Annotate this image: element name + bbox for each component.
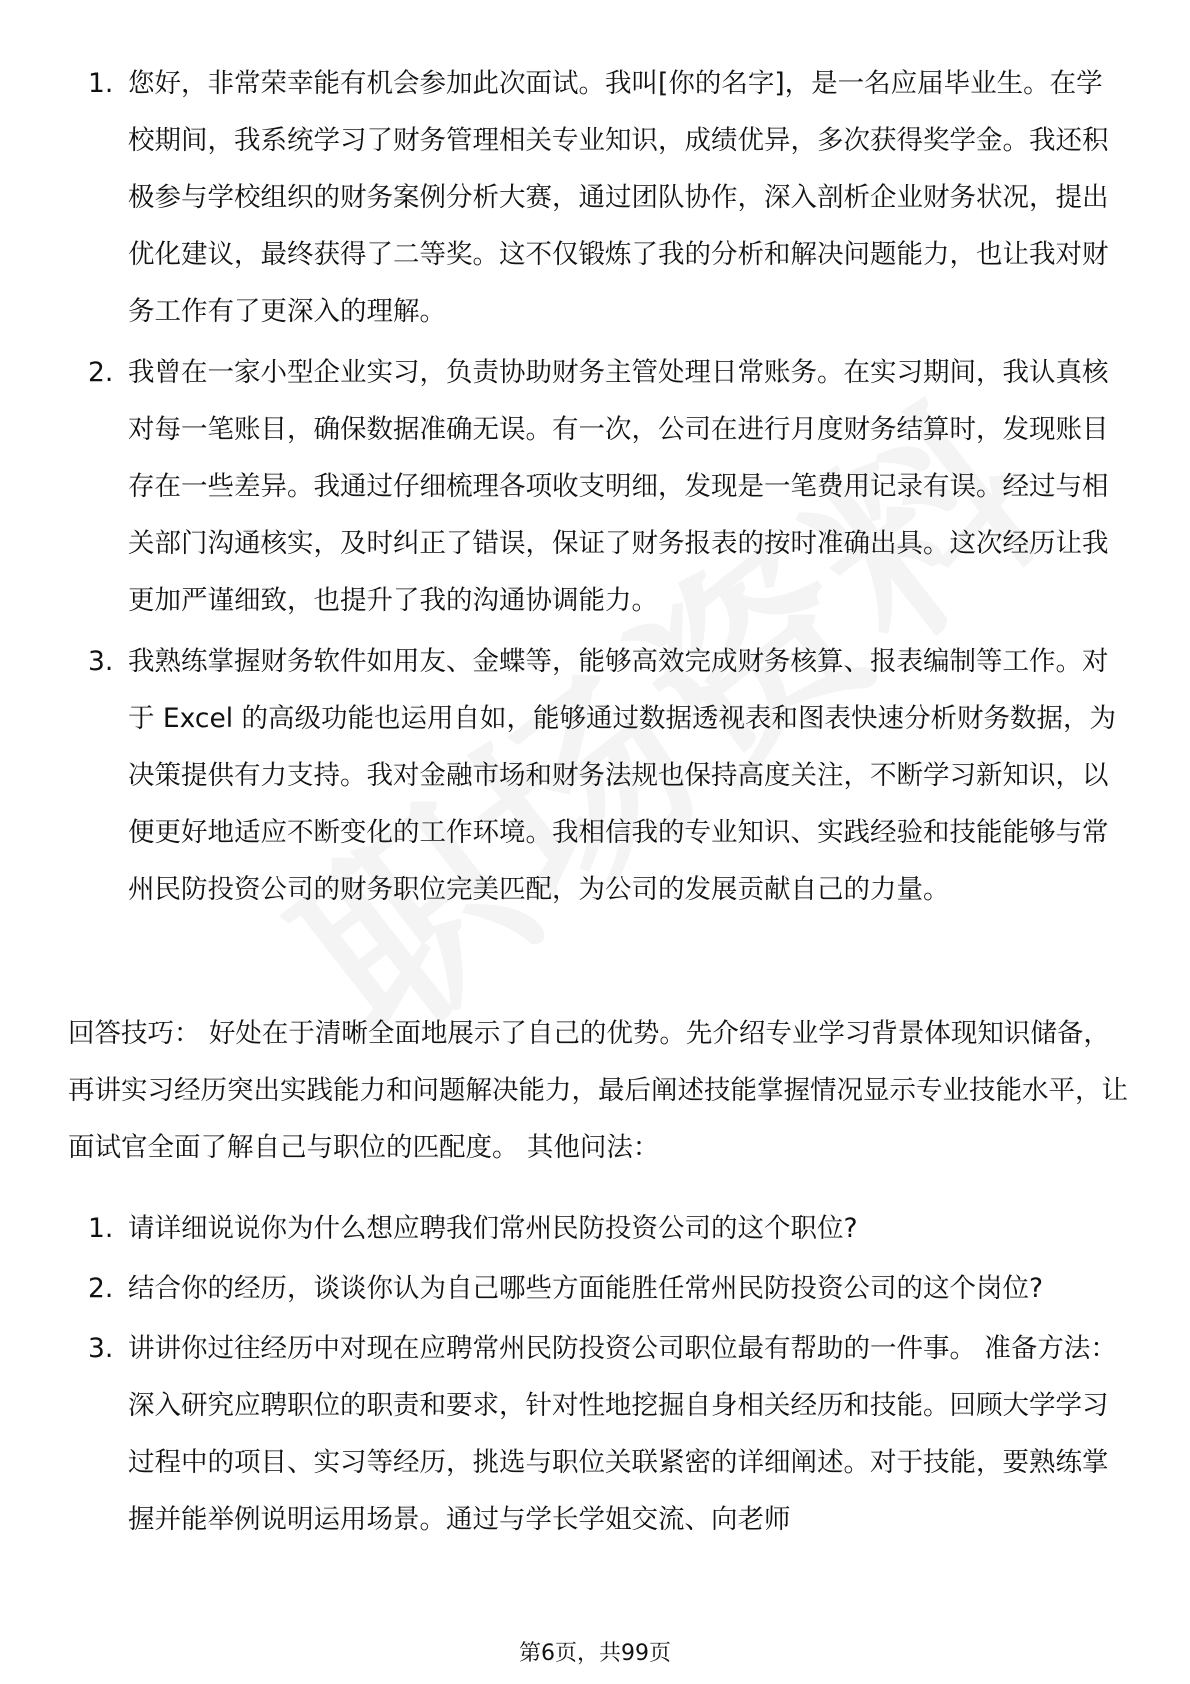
list-item bbox=[88, 1260, 1118, 1317]
list-item-text: 讲讲你过往经历中对现在应聘常州民防投资公司职位最有帮助的一件事。 准备方法： 深入研究应聘职位的职责和要求，针对性地挖掘自身相关经历和技能。回顾大学学习过程中的项目、实习等经历，挑选与职位关联紧密的详细阐述。对于技能，要熟练掌握并能举例说明运用场景。通过与学长学姐交流、向老师 bbox=[128, 1333, 1117, 1535]
list-item-text: 我曾在一家小型企业实习，负责协助财务主管处理日常账务。在实习期间，我认真核对每一笔账目，确保数据准确无误。有一次，公司在进行月度财务结算时，发现账目存在一些差异。我通过仔细梳理各项收支明细，发现是一笔费用记录有误。经过与相关部门沟通核实，及时纠正了错误，保证了财务报表的按时准确出具。这次经历让我更加严谨细致，也提升了我的沟通协调能力。 bbox=[128, 357, 1109, 616]
page-footer: 第6页，共99页 bbox=[519, 1641, 671, 1666]
list-item-text: 结合你的经历，谈谈你认为自己哪些方面能胜任常州民防投资公司的这个岗位? bbox=[128, 1273, 1044, 1304]
other-questions-list bbox=[88, 1200, 1118, 1548]
answer-list bbox=[88, 55, 1118, 918]
list-item-number: 1. bbox=[88, 68, 114, 99]
list-item-text: 请详细说说你为什么想应聘我们常州民防投资公司的这个职位? bbox=[128, 1213, 858, 1244]
list-item-number: 2. bbox=[88, 357, 114, 388]
list-item bbox=[88, 633, 1118, 918]
list-item bbox=[88, 1320, 1118, 1548]
list-item-number: 3. bbox=[88, 646, 114, 677]
tips-paragraph: 回答技巧： 好处在于清晰全面地展示了自己的优势。先介绍专业学习背景体现知识储备，再讲实习经历突出实践能力和问题解决能力，最后阐述技能掌握情况显示专业技能水平，让面试官全面了解自己与职位的匹配度。 其他问法： bbox=[68, 1018, 1128, 1163]
list-item bbox=[88, 55, 1118, 340]
list-item bbox=[88, 344, 1118, 629]
list-item-text: 您好，非常荣幸能有机会参加此次面试。我叫[你的名字]，是一名应届毕业生。在学校期间，我系统学习了财务管理相关专业知识，成绩优异，多次获得奖学金。我还积极参与学校组织的财务案例分析大赛，通过团队协作，深入剖析企业财务状况，提出优化建议，最终获得了二等奖。这不仅锻炼了我的分析和解决问题能力，也让我对财务工作有了更深入的理解。 bbox=[128, 68, 1109, 327]
list-item-number: 2. bbox=[88, 1273, 114, 1304]
list-item-number: 3. bbox=[88, 1333, 114, 1364]
list-item bbox=[88, 1200, 1118, 1257]
list-item-text: 我熟练掌握财务软件如用友、金蝶等，能够高效完成财务核算、报表编制等工作。对于 Excel 的高级功能也运用自如，能够通过数据透视表和图表快速分析财务数据，为决策提供有力支持。我对金融市场和财务法规也保持高度关注，不断学习新知识，以便更好地适应不断变化的工作环境。我相信我的专业知识、实践经验和技能能够与常州民防投资公司的财务职位完美匹配，为公司的发展贡献自己的力量。 bbox=[128, 646, 1117, 905]
list-item-number: 1. bbox=[88, 1213, 114, 1244]
